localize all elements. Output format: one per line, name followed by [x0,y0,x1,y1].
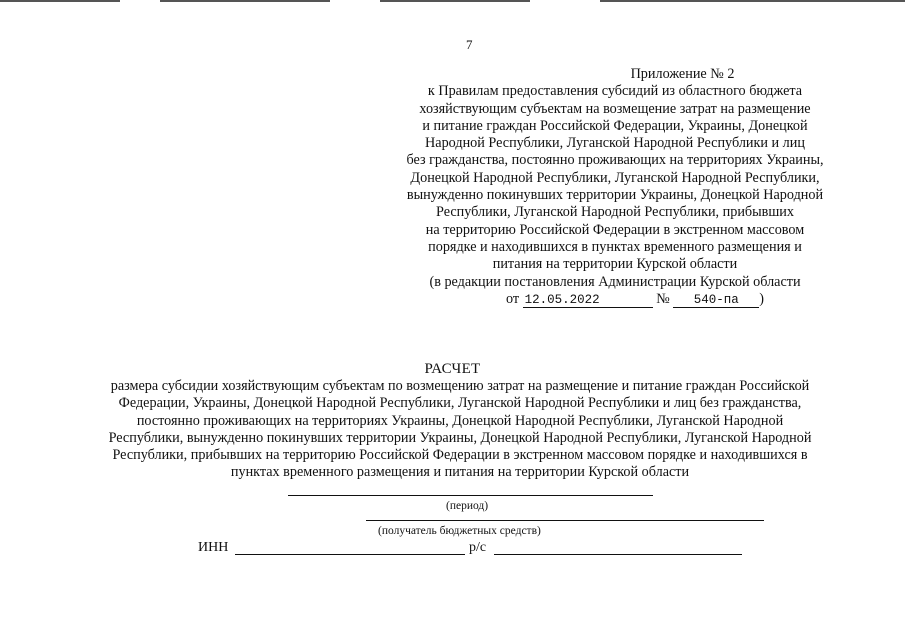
account-field-line[interactable] [494,554,742,555]
appendix-line: питания на территории Курской области [492,256,738,273]
appendix-line: к Правилам предоставления субсидий из областного бюджета [427,83,803,100]
page-number: 7 [466,37,473,52]
appendix-line: и питание граждан Российской Федерации, Украины, Донецкой [422,117,808,134]
account-label: р/с [469,540,487,555]
appendix-line: (в редакции постановления Администрации Курской области [429,273,801,290]
recipient-field-line[interactable] [366,520,764,521]
appendix-line: без гражданства, постоянно проживающих на территориях Украины, [406,152,824,169]
subject-line: Республики, вынужденно покинувших территории Украины, Донецкой Народной Республики, Луганской Народной [108,429,812,446]
document-heading: РАСЧЕТ [424,361,481,377]
page-top-edge [0,0,905,3]
inn-label: ИНН [198,540,229,555]
amendment-date: 12.05.2022 [523,293,653,308]
period-caption: (период) [446,500,489,512]
appendix-line: Республики, Луганской Народной Республики, прибывших [435,204,794,221]
amendment-number: 540-па [673,293,759,308]
appendix-line: Народной Республики, Луганской Народной Республики и лиц [425,135,805,152]
period-field-line[interactable] [288,495,653,496]
appendix-line: на территорию Российской Федерации в экстренном массовом [425,221,805,238]
appendix-header [330,66,900,308]
subject-line: Федерации, Украины, Донецкой Народной Республики, Луганской Народной Республики и лиц без гражданства, [118,395,802,412]
appendix-line: порядке и находившихся в пунктах временного размещения и [428,238,802,255]
appendix-line: вынужденно покинувших территории Украины, Донецкой Народной [406,187,824,204]
subject-line: Республики, прибывших на территорию Российской Федерации в экстренном массовом порядке и находившихся в [112,447,808,464]
appendix-line: Донецкой Народной Республики, Луганской Народной Республики, [410,169,820,186]
date-prefix: от [505,290,520,307]
appendix-line: хозяйствующим субъектам на возмещение затрат на размещение [419,100,811,117]
subject-line: постоянно проживающих на территориях Украины, Донецкой Народной Республики, Луганской Народной [136,412,784,429]
calculation-subject [80,378,840,482]
appendix-title: Приложение № 2 [630,66,735,82]
subject-line: размера субсидии хозяйствующим субъектам по возмещению затрат на размещение и питание граждан Российской [110,378,810,394]
subject-line: пунктах временного размещения и питания на территории Курской области [230,464,690,481]
recipient-caption: (получатель бюджетных средств) [378,525,541,537]
number-prefix: № [656,290,670,307]
amendment-reference [330,291,900,308]
inn-field-line[interactable] [235,554,465,555]
closing-paren: ) [759,290,765,307]
